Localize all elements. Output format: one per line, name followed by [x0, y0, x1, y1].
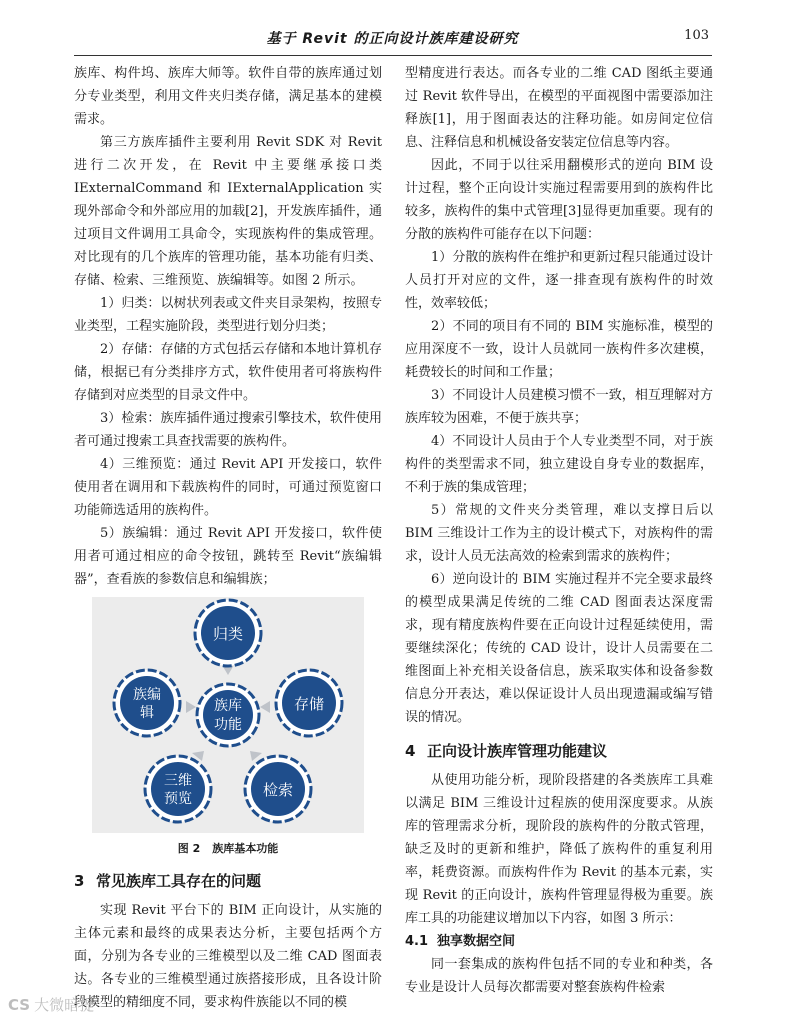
list-item: 6）逆向设计的 BIM 实施过程并不完全要求最终的模型成果满足传统的二维 CAD 图面表达深度需求，现有精度族构件要在正向设计过程延续使用，需要继续深化；传统的 CAD 设计，设计人员需要在二维图面上补充相关设备信息，族采取实体和设备参数信息分开表达，难以保证设计人员出现遗漏或编写错误的情况。 [405, 572, 713, 725]
running-title: 基于 Revit 的正向设计族库建设研究 [266, 31, 519, 47]
caption-number: 图 2 [177, 842, 201, 855]
function-diagram [74, 591, 382, 839]
node-classify [195, 600, 261, 666]
right-column [405, 62, 713, 999]
subsection-heading-4-1 [405, 930, 713, 953]
subsection-title: 独享数据空间 [437, 934, 516, 949]
watermark [8, 994, 94, 1015]
figure-2 [74, 591, 382, 839]
caption-text: 族库基本功能 [212, 842, 279, 855]
running-header [0, 26, 785, 50]
node-label: 预览 [164, 791, 192, 807]
section-heading-3 [74, 870, 382, 893]
section-heading-4 [405, 740, 713, 763]
node-label: 存储 [293, 695, 325, 713]
node-label: 检索 [262, 781, 294, 799]
section-number: 4 [405, 742, 416, 760]
node-label: 辑 [140, 705, 154, 721]
paragraph: 因此，不同于以往采用翻模形式的逆向 BIM 设计过程，整个正向设计实施过程需要用到的族构件比较多，族构件的集中式管理[3]显得更加重要。现有的分散的族构件可能存在以下问题： [405, 158, 713, 242]
node-label: 归类 [212, 625, 244, 643]
paragraph: 实现 Revit 平台下的 BIM 正向设计，从实施的主体元素和最终的成果表达分析，主要包括两个方面，分别为各专业的三维模型以及二维 CAD 图面表达。各专业的三维模型通过族搭接形成，且各设计阶段模型的精细度不同，要求构件族能以不同的模 [74, 903, 382, 1010]
node-storage [276, 670, 342, 736]
paragraph: 同一套集成的族构件包括不同的专业和种类，各专业是设计人员每次都需要对整套族构件检索 [405, 957, 713, 995]
node-search [245, 756, 311, 822]
list-item: 5）常规的文件夹分类管理，难以支撑日后以 BIM 三维设计工作为主的设计模式下，对族构件的需求，设计人员无法高效的检索到需求的族构件； [405, 503, 713, 564]
node-label: 三维 [164, 773, 192, 789]
node-3d-preview [145, 756, 211, 822]
paragraph: 第三方族库插件主要利用 Revit SDK 对 Revit 进行二次开发，在 Revit 中主要继承接口类 IExternalCommand 和 IExternalApplication 实现外部命令和外部应用的加载[2]，开发族库插件，通过项目文件调用工具命令，实现族构件的集成管理。对比现有的几个族库的管理功能，基本功能有归类、存储、检索、三维预览、族编辑等。如图 2 所示。 [74, 135, 382, 288]
center-node [197, 684, 259, 746]
list-item: 3）不同设计人员建模习惯不一致，相互理解对方族库较为困难，不便于族共享； [405, 388, 713, 426]
figure-caption [74, 839, 382, 859]
list-item: 4）三维预览：通过 Revit API 开发接口，软件使用者在调用和下载族构件的同时，可通过预览窗口功能筛选适用的族构件。 [74, 457, 382, 518]
left-column [74, 62, 382, 1014]
list-item: 1）归类：以树状列表或文件夹目录架构，按照专业类型，工程实施阶段，类型进行划分归类； [74, 296, 382, 334]
paragraph: 型精度进行表达。而各专业的二维 CAD 图纸主要通过 Revit 软件导出，在模型的平面视图中需要添加注释族[1]，用于图面表达的注释功能。如房间定位信息、注释信息和机械设备安装定位信息等内容。 [405, 66, 713, 150]
list-item: 1）分散的族构件在维护和更新过程只能通过设计人员打开对应的文件，逐一排查现有族构件的时效性，效率较低； [405, 250, 713, 311]
node-label: 族编 [133, 687, 161, 703]
paragraph: 从使用功能分析，现阶段搭建的各类族库工具难以满足 BIM 三维设计过程族的使用深度要求。从族库的管理需求分析，现阶段的族构件的分散式管理，缺乏及时的更新和维护，降低了族构件的重复利用率，耗费资源。而族构件作为 Revit 的基本元素，实现 Revit 的正向设计，族构件管理显得极为重要。族库工具的功能建议增加以下内容，如图 3 所示： [405, 773, 713, 926]
watermark-text: 大微暗提 [34, 996, 95, 1014]
list-item: 2）不同的项目有不同的 BIM 实施标准，模型的应用深度不一致，设计人员就同一族构件多次建模，耗费较长的时间和工作量； [405, 319, 713, 380]
center-label-2: 功能 [214, 717, 242, 733]
section-title: 常见族库工具存在的问题 [96, 872, 262, 890]
paragraph: 族库、构件坞、族库大师等。软件自带的族库通过划分专业类型，利用文件夹归类存储，满足基本的建模需求。 [74, 66, 382, 127]
header-rule [74, 55, 712, 56]
section-number: 3 [74, 872, 85, 890]
center-label-1: 族库 [214, 698, 242, 714]
node-family-edit [114, 670, 180, 736]
section-title: 正向设计族库管理功能建议 [427, 742, 608, 760]
list-item: 2）存储：存储的方式包括云存储和本地计算机存储，根据已有分类排序方式，软件使用者可将族构件存储到对应类型的目录文件中。 [74, 342, 382, 403]
page-number: 103 [684, 28, 709, 43]
list-item: 4）不同设计人员由于个人专业类型不同，对于族构件的类型需求不同，独立建设自身专业的数据库，不利于族的集成管理； [405, 434, 713, 495]
subsection-number: 4.1 [405, 934, 429, 949]
watermark-logo: CS [8, 996, 31, 1014]
list-item: 5）族编辑：通过 Revit API 开发接口，软件使用者可通过相应的命令按钮，跳转至 Revit“族编辑器”，查看族的参数信息和编辑族； [74, 526, 382, 587]
list-item: 3）检索：族库插件通过搜索引擎技术，软件使用者可通过搜索工具查找需要的族构件。 [74, 411, 382, 449]
